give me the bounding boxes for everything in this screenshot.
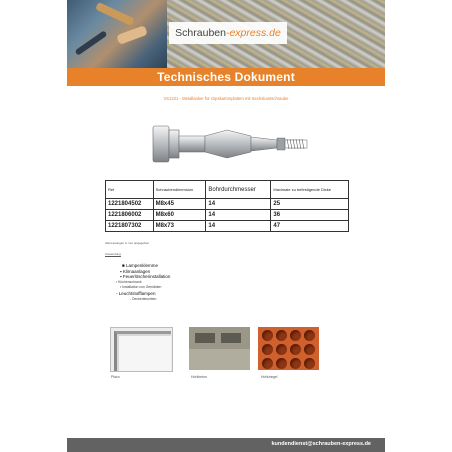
table-row xyxy=(106,199,349,210)
spec-table xyxy=(105,180,349,232)
cell-ref: 1221807302 xyxy=(106,221,154,232)
usage-label: Küchenschrank xyxy=(118,279,142,284)
cell-ref: 1221804502 xyxy=(106,199,154,210)
workshop-photo xyxy=(67,0,167,68)
material-image-hollow-brick xyxy=(258,327,319,370)
bullet-icon: ▪ xyxy=(116,279,119,284)
table-row xyxy=(106,221,349,232)
document-page xyxy=(67,0,385,452)
table-header-row xyxy=(106,181,349,199)
brick-hole xyxy=(276,330,287,341)
header-ref: Ref xyxy=(106,181,154,199)
brick-hole xyxy=(276,358,287,369)
material-image-hollow-concrete xyxy=(189,327,250,370)
usage-label: Klimaanlagen xyxy=(122,268,151,274)
cell-dimension: M8x73 xyxy=(153,221,206,232)
bullet-icon: - xyxy=(116,290,119,296)
usage-list xyxy=(112,263,170,302)
brick-hole xyxy=(276,344,287,355)
table-note: Abmessungen in mm angegeben xyxy=(105,241,150,245)
brick-hole xyxy=(290,358,301,369)
logo-text-domain: -express.de xyxy=(225,27,281,39)
brand-logo[interactable] xyxy=(169,22,287,44)
header-banner xyxy=(67,0,385,68)
brick-hole xyxy=(262,344,273,355)
anchor-product-image xyxy=(147,120,317,168)
cell-dimension: M8x45 xyxy=(153,199,206,210)
material-caption: Hohlbeton xyxy=(191,375,207,379)
title-bar xyxy=(67,68,385,86)
cell-thickness: 36 xyxy=(271,210,349,221)
cell-diameter: 14 xyxy=(206,199,271,210)
brick-hole xyxy=(304,358,315,369)
usage-label: Deckenleuchten xyxy=(132,296,157,301)
bullet-icon: ■ xyxy=(122,263,126,268)
logo-text-main: Schrauben xyxy=(175,27,226,39)
bullet-icon: - xyxy=(130,296,133,301)
usage-list-item xyxy=(112,297,170,303)
usage-label: Lampenklemme xyxy=(125,263,158,268)
cell-dimension: M8x60 xyxy=(153,210,206,221)
brick-hole xyxy=(262,358,273,369)
header-drill-diameter: Bohrdurchmesser xyxy=(206,181,271,199)
usage-label: Feuerlöscherinstallation xyxy=(122,274,171,280)
cell-thickness: 47 xyxy=(271,221,349,232)
footer-bar xyxy=(67,438,385,452)
bullet-icon: ▪ xyxy=(120,268,123,274)
brick-hole xyxy=(262,330,273,341)
brick-hole xyxy=(290,344,301,355)
bullet-icon: ▪ xyxy=(120,274,123,280)
material-caption: Placo xyxy=(111,375,120,379)
material-image-placo xyxy=(110,327,173,372)
cell-diameter: 14 xyxy=(206,221,271,232)
cell-ref: 1221806002 xyxy=(106,210,154,221)
cell-thickness: 25 xyxy=(271,199,349,210)
table-row xyxy=(106,210,349,221)
header-screw-dimension: Schraubendimension xyxy=(153,181,206,199)
contact-email-link[interactable]: kundendienst@schrauben-express.de xyxy=(271,441,371,447)
bullet-icon: ▪ xyxy=(120,285,123,290)
usage-label: Installation von Gemälden xyxy=(122,285,162,290)
cell-diameter: 14 xyxy=(206,210,271,221)
brick-hole xyxy=(304,344,315,355)
product-subtitle: VS1221 - Metallanker für Gipskartonplatten mit Sechskantschraube xyxy=(163,96,289,101)
material-caption: Hohlziegel xyxy=(261,375,278,379)
usage-label: Leuchtstofflampen xyxy=(118,290,156,296)
page-title: Technisches Dokument xyxy=(157,70,295,84)
header-max-thickness: Maximale zu befestigende Dicke xyxy=(271,181,349,199)
usage-heading: Anwendung xyxy=(105,252,121,256)
brick-hole xyxy=(304,330,315,341)
brick-hole xyxy=(290,330,301,341)
